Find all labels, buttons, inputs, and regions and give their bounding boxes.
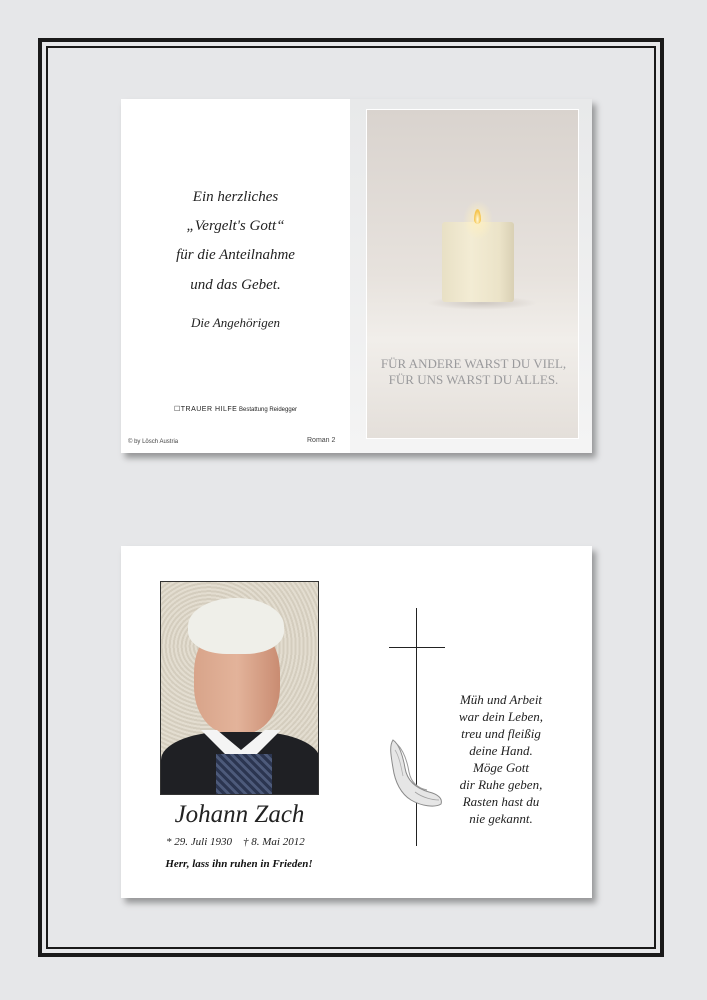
poem-line-7: Rasten hast du xyxy=(462,794,540,809)
poem-line-1: Müh und Arbeit xyxy=(459,692,543,707)
poem-line-5: Möge Gott xyxy=(473,760,529,775)
cross-bar xyxy=(389,647,445,648)
thank-you-line-1: Ein herzliches xyxy=(192,189,279,205)
blessing-text: Herr, lass ihn ruhen in Frieden! xyxy=(165,858,313,870)
life-dates: * 29. Juli 1930 † 8. Mai 2012 xyxy=(166,836,305,848)
thank-you-line-2: „Vergelt's Gott“ xyxy=(186,218,285,234)
copyright-note: © by Lösch Austria xyxy=(128,439,179,445)
quote-line-1: FÜR ANDERE WARST DU VIEL, xyxy=(380,356,567,371)
poem-line-2: war dein Leben, xyxy=(458,709,544,724)
memorial-card xyxy=(121,546,592,898)
portrait-photo xyxy=(160,581,319,795)
candle-panel xyxy=(350,99,592,453)
portrait-hair xyxy=(188,598,284,654)
thank-you-line-4: und das Gebet. xyxy=(190,277,281,293)
series-label: Roman 2 xyxy=(307,437,336,444)
thank-you-text-panel xyxy=(121,99,350,453)
brand-subtitle: Bestattung Reidegger xyxy=(238,407,298,413)
quote-line-2: FÜR UNS WARST DU ALLES. xyxy=(388,372,559,387)
flame-icon xyxy=(474,209,481,224)
deceased-name: Johann Zach xyxy=(174,801,305,828)
poem-line-8: nie gekannt. xyxy=(469,811,533,826)
poem-line-6: dir Ruhe geben, xyxy=(459,777,543,792)
portrait-sweater xyxy=(216,754,272,795)
signature-relatives: Die Angehörigen xyxy=(191,315,280,330)
thank-you-card xyxy=(121,99,592,453)
thank-you-line-3: für die Anteilnahme xyxy=(176,247,295,263)
funeral-home-logo xyxy=(121,405,350,413)
poem-line-4: deine Hand. xyxy=(469,743,533,758)
candle-photo xyxy=(366,109,579,439)
brand-name: ☐TRAUER HILFE xyxy=(173,406,238,413)
cross-icon xyxy=(416,608,417,846)
poem-line-3: treu und fleißig xyxy=(461,726,541,741)
